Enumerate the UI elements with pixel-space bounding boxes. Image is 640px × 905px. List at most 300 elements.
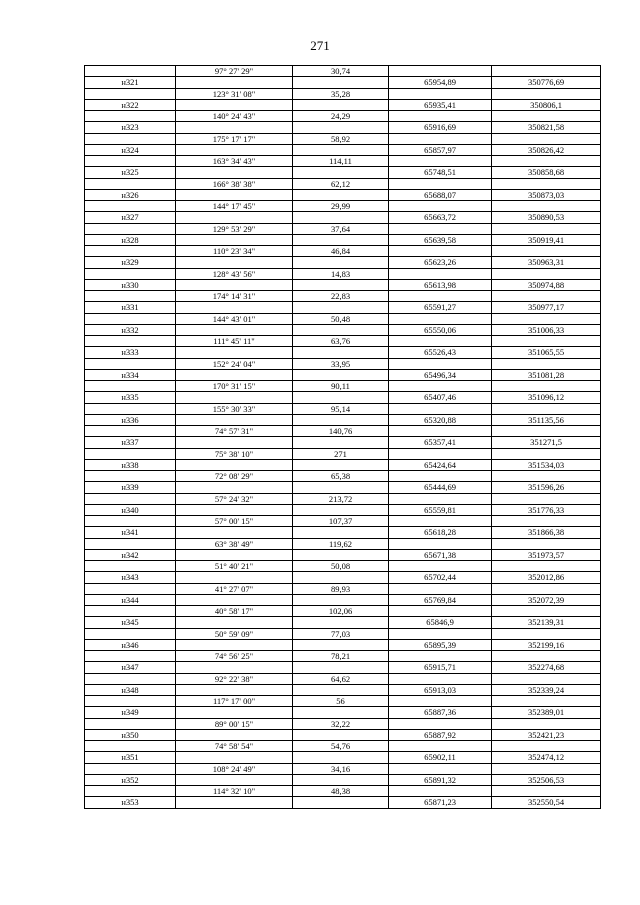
point-id-cell: н331 <box>85 302 176 313</box>
distance-cell: 33,95 <box>293 358 389 369</box>
point-id-cell: н324 <box>85 144 176 155</box>
angle-cell <box>176 279 293 290</box>
point-id-cell: н340 <box>85 504 176 515</box>
angle-cell: 40° 58' 17" <box>176 606 293 617</box>
angle-cell <box>176 324 293 335</box>
table-row <box>85 504 601 515</box>
angle-cell: 74° 56' 25" <box>176 651 293 662</box>
distance-cell: 64,62 <box>293 673 389 684</box>
table-row <box>85 684 601 695</box>
table-body <box>85 66 601 809</box>
x-coordinate-cell: 65671,38 <box>389 549 492 560</box>
table-row <box>85 381 601 392</box>
x-coordinate-cell <box>389 516 492 527</box>
point-id-cell: н332 <box>85 324 176 335</box>
x-coordinate-cell: 65902,11 <box>389 752 492 763</box>
x-coordinate-cell <box>389 201 492 212</box>
angle-cell <box>176 527 293 538</box>
x-coordinate-cell: 65891,32 <box>389 774 492 785</box>
y-coordinate-cell <box>492 651 601 662</box>
point-id-cell <box>85 763 176 774</box>
y-coordinate-cell <box>492 336 601 347</box>
distance-cell: 65,38 <box>293 471 389 482</box>
y-coordinate-cell: 352389,01 <box>492 707 601 718</box>
y-coordinate-cell: 351065,55 <box>492 347 601 358</box>
distance-cell <box>293 774 389 785</box>
x-coordinate-cell: 65935,41 <box>389 99 492 110</box>
table-row <box>85 583 601 594</box>
angle-cell: 170° 31' 15" <box>176 381 293 392</box>
distance-cell <box>293 212 389 223</box>
y-coordinate-cell: 351596,26 <box>492 482 601 493</box>
angle-cell <box>176 212 293 223</box>
point-id-cell <box>85 313 176 324</box>
x-coordinate-cell: 65871,23 <box>389 797 492 808</box>
point-id-cell: н338 <box>85 459 176 470</box>
point-id-cell <box>85 696 176 707</box>
x-coordinate-cell: 65559,81 <box>389 504 492 515</box>
x-coordinate-cell: 65915,71 <box>389 662 492 673</box>
distance-cell: 48,38 <box>293 786 389 797</box>
angle-cell <box>176 392 293 403</box>
table-row <box>85 639 601 650</box>
y-coordinate-cell: 352421,23 <box>492 729 601 740</box>
angle-cell: 114° 32' 10" <box>176 786 293 797</box>
table-row <box>85 572 601 583</box>
table-row <box>85 246 601 257</box>
distance-cell <box>293 369 389 380</box>
y-coordinate-cell <box>492 403 601 414</box>
point-id-cell <box>85 201 176 212</box>
x-coordinate-cell <box>389 651 492 662</box>
table-row <box>85 167 601 178</box>
x-coordinate-cell <box>389 268 492 279</box>
table-row <box>85 516 601 527</box>
angle-cell <box>176 437 293 448</box>
x-coordinate-cell <box>389 133 492 144</box>
table-row <box>85 606 601 617</box>
table-row <box>85 88 601 99</box>
x-coordinate-cell: 65846,9 <box>389 617 492 628</box>
distance-cell <box>293 729 389 740</box>
table-row <box>85 257 601 268</box>
angle-cell <box>176 707 293 718</box>
angle-cell: 41° 27' 07" <box>176 583 293 594</box>
y-coordinate-cell: 350776,69 <box>492 77 601 88</box>
point-id-cell: н339 <box>85 482 176 493</box>
x-coordinate-cell <box>389 673 492 684</box>
page-number: 271 <box>310 38 330 53</box>
table-row <box>85 741 601 752</box>
y-coordinate-cell <box>492 786 601 797</box>
angle-cell: 89° 00' 15" <box>176 718 293 729</box>
point-id-cell <box>85 493 176 504</box>
table-row <box>85 212 601 223</box>
point-id-cell <box>85 403 176 414</box>
point-id-cell <box>85 786 176 797</box>
x-coordinate-cell <box>389 741 492 752</box>
y-coordinate-cell: 352199,16 <box>492 639 601 650</box>
point-id-cell: н345 <box>85 617 176 628</box>
point-id-cell: н325 <box>85 167 176 178</box>
table-row <box>85 347 601 358</box>
y-coordinate-cell: 351081,28 <box>492 369 601 380</box>
table-row <box>85 426 601 437</box>
y-coordinate-cell <box>492 763 601 774</box>
angle-cell: 163° 34' 43" <box>176 156 293 167</box>
x-coordinate-cell: 65895,39 <box>389 639 492 650</box>
distance-cell: 271 <box>293 448 389 459</box>
x-coordinate-cell <box>389 178 492 189</box>
angle-cell <box>176 369 293 380</box>
table-row <box>85 66 601 77</box>
y-coordinate-cell <box>492 628 601 639</box>
distance-cell: 50,08 <box>293 561 389 572</box>
y-coordinate-cell <box>492 516 601 527</box>
angle-cell: 72° 08' 29" <box>176 471 293 482</box>
point-id-cell: н321 <box>85 77 176 88</box>
y-coordinate-cell: 352506,53 <box>492 774 601 785</box>
y-coordinate-cell: 350974,88 <box>492 279 601 290</box>
angle-cell <box>176 189 293 200</box>
distance-cell: 102,06 <box>293 606 389 617</box>
table-row <box>85 234 601 245</box>
x-coordinate-cell <box>389 88 492 99</box>
point-id-cell: н347 <box>85 662 176 673</box>
distance-cell <box>293 549 389 560</box>
distance-cell: 46,84 <box>293 246 389 257</box>
point-id-cell <box>85 448 176 459</box>
table-row <box>85 144 601 155</box>
distance-cell <box>293 279 389 290</box>
coordinates-table <box>84 65 601 809</box>
y-coordinate-cell: 352072,39 <box>492 594 601 605</box>
point-id-cell: н322 <box>85 99 176 110</box>
point-id-cell <box>85 156 176 167</box>
x-coordinate-cell: 65748,51 <box>389 167 492 178</box>
point-id-cell: н351 <box>85 752 176 763</box>
distance-cell: 56 <box>293 696 389 707</box>
y-coordinate-cell: 350890,53 <box>492 212 601 223</box>
point-id-cell <box>85 741 176 752</box>
distance-cell <box>293 752 389 763</box>
x-coordinate-cell <box>389 471 492 482</box>
point-id-cell: н352 <box>85 774 176 785</box>
table-row <box>85 324 601 335</box>
table-row <box>85 774 601 785</box>
angle-cell: 128° 43' 56" <box>176 268 293 279</box>
y-coordinate-cell <box>492 313 601 324</box>
table-row <box>85 111 601 122</box>
angle-cell: 57° 24' 32" <box>176 493 293 504</box>
angle-cell: 166° 38' 38" <box>176 178 293 189</box>
distance-cell <box>293 797 389 808</box>
angle-cell <box>176 77 293 88</box>
x-coordinate-cell <box>389 111 492 122</box>
angle-cell <box>176 504 293 515</box>
x-coordinate-cell <box>389 606 492 617</box>
point-id-cell <box>85 538 176 549</box>
point-id-cell <box>85 471 176 482</box>
table-row <box>85 291 601 302</box>
point-id-cell <box>85 381 176 392</box>
distance-cell <box>293 459 389 470</box>
y-coordinate-cell: 352550,54 <box>492 797 601 808</box>
x-coordinate-cell <box>389 696 492 707</box>
x-coordinate-cell <box>389 583 492 594</box>
angle-cell <box>176 482 293 493</box>
distance-cell: 32,22 <box>293 718 389 729</box>
point-id-cell <box>85 246 176 257</box>
y-coordinate-cell <box>492 538 601 549</box>
table-row <box>85 358 601 369</box>
angle-cell <box>176 662 293 673</box>
distance-cell <box>293 347 389 358</box>
y-coordinate-cell <box>492 268 601 279</box>
table-row <box>85 414 601 425</box>
angle-cell: 110° 23' 34" <box>176 246 293 257</box>
y-coordinate-cell: 352139,31 <box>492 617 601 628</box>
y-coordinate-cell: 350826,42 <box>492 144 601 155</box>
point-id-cell: н337 <box>85 437 176 448</box>
table-row <box>85 189 601 200</box>
distance-cell: 119,62 <box>293 538 389 549</box>
point-id-cell <box>85 673 176 684</box>
distance-cell: 114,11 <box>293 156 389 167</box>
x-coordinate-cell: 65613,98 <box>389 279 492 290</box>
table-row <box>85 437 601 448</box>
y-coordinate-cell <box>492 381 601 392</box>
x-coordinate-cell <box>389 223 492 234</box>
y-coordinate-cell <box>492 471 601 482</box>
distance-cell <box>293 414 389 425</box>
table-row <box>85 201 601 212</box>
distance-cell <box>293 707 389 718</box>
angle-cell: 111° 45' 11" <box>176 336 293 347</box>
x-coordinate-cell: 65526,43 <box>389 347 492 358</box>
angle-cell: 97° 27' 29" <box>176 66 293 77</box>
y-coordinate-cell <box>492 426 601 437</box>
x-coordinate-cell: 65407,46 <box>389 392 492 403</box>
distance-cell <box>293 482 389 493</box>
point-id-cell: н334 <box>85 369 176 380</box>
distance-cell: 29,99 <box>293 201 389 212</box>
table-row <box>85 448 601 459</box>
y-coordinate-cell: 350821,58 <box>492 122 601 133</box>
y-coordinate-cell: 350919,41 <box>492 234 601 245</box>
y-coordinate-cell <box>492 111 601 122</box>
x-coordinate-cell: 65639,58 <box>389 234 492 245</box>
point-id-cell: н333 <box>85 347 176 358</box>
y-coordinate-cell: 351271,5 <box>492 437 601 448</box>
angle-cell <box>176 684 293 695</box>
point-id-cell <box>85 291 176 302</box>
table-row <box>85 662 601 673</box>
x-coordinate-cell: 65424,64 <box>389 459 492 470</box>
y-coordinate-cell: 350963,31 <box>492 257 601 268</box>
angle-cell: 92° 22' 38" <box>176 673 293 684</box>
x-coordinate-cell: 65444,69 <box>389 482 492 493</box>
angle-cell: 129° 53' 29" <box>176 223 293 234</box>
point-id-cell <box>85 178 176 189</box>
point-id-cell: н327 <box>85 212 176 223</box>
y-coordinate-cell <box>492 178 601 189</box>
x-coordinate-cell <box>389 291 492 302</box>
angle-cell: 51° 40' 21" <box>176 561 293 572</box>
angle-cell <box>176 414 293 425</box>
y-coordinate-cell: 351096,12 <box>492 392 601 403</box>
y-coordinate-cell: 351006,33 <box>492 324 601 335</box>
y-coordinate-cell <box>492 673 601 684</box>
angle-cell <box>176 234 293 245</box>
table-row <box>85 369 601 380</box>
point-id-cell: н346 <box>85 639 176 650</box>
distance-cell: 54,76 <box>293 741 389 752</box>
distance-cell <box>293 77 389 88</box>
point-id-cell <box>85 88 176 99</box>
angle-cell: 57° 00' 15" <box>176 516 293 527</box>
angle-cell <box>176 797 293 808</box>
point-id-cell: н328 <box>85 234 176 245</box>
distance-cell <box>293 527 389 538</box>
angle-cell <box>176 347 293 358</box>
table-row <box>85 279 601 290</box>
point-id-cell: н335 <box>85 392 176 403</box>
distance-cell: 62,12 <box>293 178 389 189</box>
x-coordinate-cell <box>389 628 492 639</box>
x-coordinate-cell: 65550,06 <box>389 324 492 335</box>
table-row <box>85 549 601 560</box>
table-row <box>85 156 601 167</box>
angle-cell: 74° 57' 31" <box>176 426 293 437</box>
table-row <box>85 729 601 740</box>
table-row <box>85 594 601 605</box>
x-coordinate-cell: 65357,41 <box>389 437 492 448</box>
angle-cell: 174° 14' 31" <box>176 291 293 302</box>
x-coordinate-cell <box>389 786 492 797</box>
distance-cell <box>293 392 389 403</box>
distance-cell <box>293 684 389 695</box>
angle-cell: 140° 24' 43" <box>176 111 293 122</box>
x-coordinate-cell: 65618,28 <box>389 527 492 538</box>
y-coordinate-cell: 351135,56 <box>492 414 601 425</box>
table-row <box>85 617 601 628</box>
y-coordinate-cell: 352274,68 <box>492 662 601 673</box>
x-coordinate-cell: 65320,88 <box>389 414 492 425</box>
point-id-cell <box>85 583 176 594</box>
point-id-cell <box>85 718 176 729</box>
table-row <box>85 493 601 504</box>
point-id-cell <box>85 561 176 572</box>
table-row <box>85 223 601 234</box>
y-coordinate-cell <box>492 606 601 617</box>
distance-cell <box>293 122 389 133</box>
y-coordinate-cell: 352012,86 <box>492 572 601 583</box>
distance-cell <box>293 167 389 178</box>
table-row <box>85 482 601 493</box>
y-coordinate-cell <box>492 718 601 729</box>
table-row <box>85 471 601 482</box>
angle-cell <box>176 774 293 785</box>
point-id-cell <box>85 628 176 639</box>
angle-cell <box>176 144 293 155</box>
angle-cell: 175° 17' 17" <box>176 133 293 144</box>
x-coordinate-cell: 65688,07 <box>389 189 492 200</box>
y-coordinate-cell <box>492 741 601 752</box>
table-row <box>85 673 601 684</box>
x-coordinate-cell <box>389 718 492 729</box>
angle-cell: 75° 38' 10" <box>176 448 293 459</box>
x-coordinate-cell <box>389 538 492 549</box>
table-row <box>85 797 601 808</box>
y-coordinate-cell: 352339,24 <box>492 684 601 695</box>
point-id-cell <box>85 516 176 527</box>
table-row <box>85 696 601 707</box>
x-coordinate-cell: 65954,89 <box>389 77 492 88</box>
angle-cell <box>176 572 293 583</box>
x-coordinate-cell: 65916,69 <box>389 122 492 133</box>
distance-cell <box>293 144 389 155</box>
table-row <box>85 786 601 797</box>
angle-cell: 74° 58' 54" <box>176 741 293 752</box>
distance-cell: 63,76 <box>293 336 389 347</box>
distance-cell: 50,48 <box>293 313 389 324</box>
distance-cell <box>293 437 389 448</box>
y-coordinate-cell <box>492 223 601 234</box>
y-coordinate-cell <box>492 156 601 167</box>
point-id-cell: н344 <box>85 594 176 605</box>
table-row <box>85 313 601 324</box>
table-row <box>85 178 601 189</box>
y-coordinate-cell <box>492 561 601 572</box>
angle-cell <box>176 302 293 313</box>
x-coordinate-cell <box>389 426 492 437</box>
table-row <box>85 122 601 133</box>
y-coordinate-cell: 351973,57 <box>492 549 601 560</box>
distance-cell: 22,83 <box>293 291 389 302</box>
angle-cell <box>176 729 293 740</box>
point-id-cell: н323 <box>85 122 176 133</box>
x-coordinate-cell <box>389 448 492 459</box>
y-coordinate-cell <box>492 88 601 99</box>
angle-cell <box>176 549 293 560</box>
x-coordinate-cell: 65857,97 <box>389 144 492 155</box>
distance-cell: 14,83 <box>293 268 389 279</box>
y-coordinate-cell: 350806,1 <box>492 99 601 110</box>
y-coordinate-cell <box>492 696 601 707</box>
distance-cell: 90,11 <box>293 381 389 392</box>
distance-cell <box>293 594 389 605</box>
table-row <box>85 336 601 347</box>
distance-cell: 58,92 <box>293 133 389 144</box>
x-coordinate-cell <box>389 561 492 572</box>
point-id-cell <box>85 66 176 77</box>
table-row <box>85 651 601 662</box>
distance-cell: 89,93 <box>293 583 389 594</box>
table-row <box>85 752 601 763</box>
y-coordinate-cell: 350977,17 <box>492 302 601 313</box>
table-row <box>85 527 601 538</box>
distance-cell <box>293 662 389 673</box>
x-coordinate-cell <box>389 358 492 369</box>
point-id-cell <box>85 133 176 144</box>
table-row <box>85 99 601 110</box>
point-id-cell <box>85 336 176 347</box>
distance-cell: 213,72 <box>293 493 389 504</box>
angle-cell: 123° 31' 08" <box>176 88 293 99</box>
x-coordinate-cell: 65887,92 <box>389 729 492 740</box>
point-id-cell: н326 <box>85 189 176 200</box>
